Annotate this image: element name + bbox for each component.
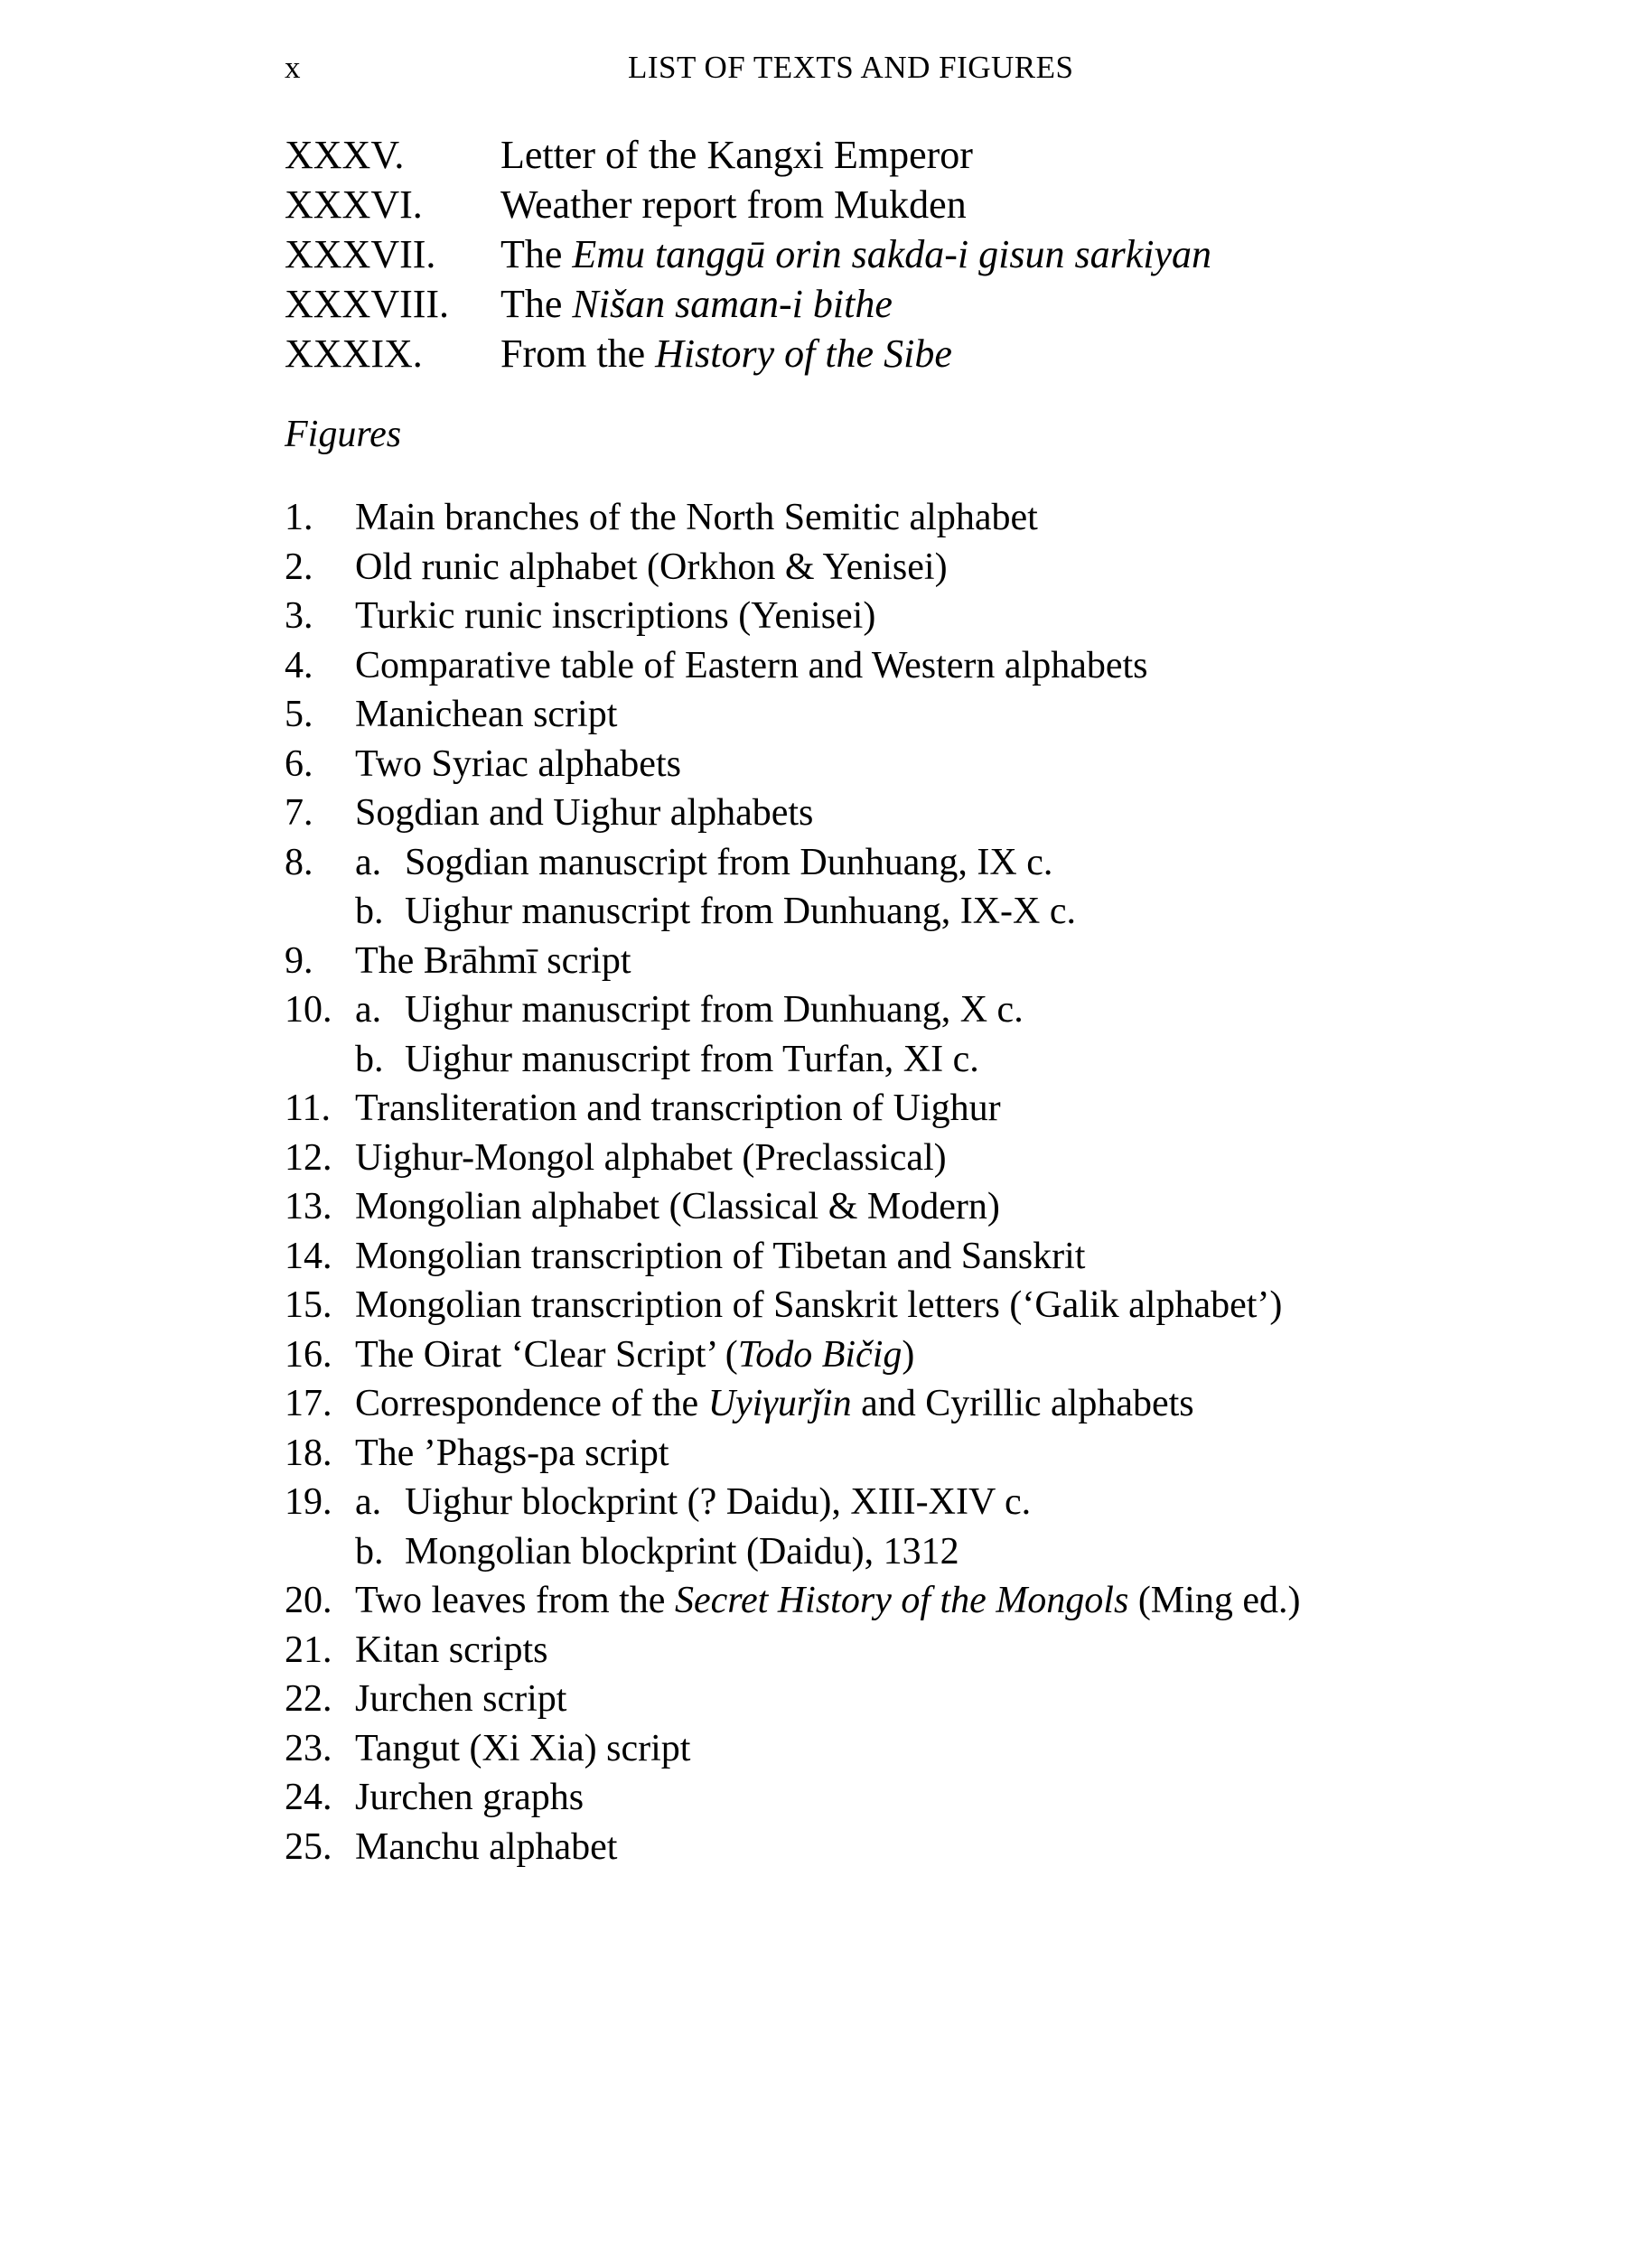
title-part: The (500, 232, 573, 276)
texts-list (285, 130, 1459, 378)
figure-entry (285, 985, 1504, 1035)
figure-entry (285, 690, 1504, 740)
title-part: Two Syriac alphabets (355, 742, 681, 785)
text-title (500, 229, 1211, 279)
figure-title (355, 493, 1038, 543)
title-part: From the (500, 331, 656, 376)
figure-number: 18. (285, 1432, 332, 1474)
title-italic-part: History of the Sibe (655, 331, 952, 376)
figure-entry (285, 887, 1504, 937)
title-part: Mongolian blockprint (Daidu), 1312 (405, 1530, 959, 1573)
page-number: x (285, 50, 301, 85)
figure-entry (285, 1773, 1504, 1823)
title-part: Transliteration and transcription of Uighur (355, 1087, 1001, 1129)
figure-number: 16. (285, 1333, 332, 1376)
figure-title (405, 838, 1052, 888)
title-part: Manchu alphabet (355, 1825, 618, 1868)
figure-number: 23. (285, 1727, 332, 1769)
figures-list (285, 493, 1504, 1871)
title-part: Jurchen script (355, 1678, 567, 1720)
title-part: Uighur-Mongol alphabet (Preclassical) (355, 1136, 947, 1179)
running-title: LIST OF TEXTS AND FIGURES (628, 50, 1074, 85)
figure-number: 8. (285, 841, 313, 883)
figure-number: 1. (285, 497, 313, 538)
title-part: and Cyrillic alphabets (851, 1383, 1194, 1424)
figure-entry (285, 543, 1504, 593)
figure-number: 17. (285, 1383, 332, 1424)
title-part: The ’Phags-pa script (355, 1432, 669, 1474)
title-part: ) (902, 1333, 915, 1376)
title-part: Tangut (Xi Xia) script (355, 1727, 691, 1769)
figure-entry (285, 1724, 1504, 1774)
figure-title (355, 1232, 1085, 1282)
figure-title (355, 1134, 947, 1183)
figure-entry (285, 1527, 1504, 1577)
title-part: Uighur manuscript from Dunhuang, X c. (405, 989, 1024, 1031)
figure-number: 22. (285, 1678, 332, 1720)
figure-title (355, 1429, 669, 1479)
title-part: Uighur manuscript from Dunhuang, IX-X c. (405, 891, 1076, 932)
figure-sub-letter: b. (355, 1530, 384, 1573)
figure-number: 20. (285, 1580, 332, 1621)
figure-entry (285, 1281, 1504, 1330)
figure-title (355, 1182, 1000, 1232)
figure-entry (285, 1035, 1504, 1085)
title-part: The Brāhmī script (355, 939, 631, 982)
figure-entry (285, 1675, 1504, 1724)
title-part: (Ming ed.) (1128, 1580, 1301, 1621)
figure-title (405, 1035, 979, 1085)
figure-title (355, 1724, 690, 1774)
figure-title (355, 1379, 1194, 1429)
title-part: Sogdian and Uighur alphabets (355, 792, 814, 834)
figure-number: 2. (285, 546, 313, 588)
figure-title (405, 985, 1024, 1035)
figure-sub-letter: a. (355, 989, 382, 1031)
figure-title (405, 887, 1076, 937)
figure-entry (285, 1134, 1504, 1183)
figure-title (355, 641, 1148, 691)
figure-entry (285, 1429, 1504, 1479)
figure-number: 12. (285, 1136, 332, 1179)
title-part: Uighur blockprint (? Daidu), XIII-XIV c. (405, 1481, 1032, 1523)
text-entry (285, 180, 1459, 229)
figure-entry (285, 493, 1504, 543)
title-part: Comparative table of Eastern and Western alphabets (355, 644, 1148, 686)
figure-entry (285, 1084, 1504, 1134)
figure-title (355, 1330, 914, 1380)
figure-title (405, 1478, 1031, 1527)
text-title (500, 130, 973, 180)
title-italic-part: Nišan saman-i bithe (572, 282, 893, 326)
figure-sub-letter: a. (355, 1481, 382, 1523)
title-part: Two leaves from the (355, 1580, 675, 1621)
figure-number: 25. (285, 1825, 332, 1868)
figure-title (355, 543, 948, 593)
title-part: The (500, 282, 573, 326)
figure-title (355, 937, 631, 986)
text-title (500, 180, 967, 229)
text-title (500, 279, 893, 329)
figure-sub-letter: a. (355, 841, 382, 883)
figure-entry (285, 1379, 1504, 1429)
figure-entry (285, 1823, 1504, 1872)
figure-title (355, 1084, 1001, 1134)
title-italic-part: Uyiγurǰin (707, 1383, 852, 1424)
figure-entry (285, 1576, 1504, 1626)
text-entry (285, 329, 1459, 378)
figure-entry (285, 1478, 1504, 1527)
title-italic-part: Secret History of the Mongols (674, 1580, 1129, 1621)
title-part: Mongolian transcription of Tibetan and Sanskrit (355, 1235, 1086, 1277)
figure-title (355, 789, 813, 838)
figure-sub-letter: b. (355, 891, 384, 932)
title-part: Mongolian transcription of Sanskrit letters (‘Galik alphabet’) (355, 1284, 1283, 1326)
figure-number: 14. (285, 1235, 332, 1277)
figure-number: 13. (285, 1186, 332, 1227)
figure-entry (285, 1330, 1504, 1380)
title-part: Kitan scripts (355, 1629, 548, 1671)
text-numeral: XXXVIII. (285, 282, 450, 326)
text-numeral: XXXIX. (285, 331, 423, 376)
figure-entry (285, 838, 1504, 888)
figure-number: 5. (285, 694, 313, 735)
text-entry (285, 229, 1459, 279)
title-italic-part: Emu tanggū orin sakda-i gisun sarkiyan (572, 232, 1212, 276)
title-part: Old runic alphabet (Orkhon & Yenisei) (355, 546, 948, 588)
title-part: Jurchen graphs (355, 1777, 585, 1818)
title-part: Manichean script (355, 694, 618, 735)
figure-entry (285, 937, 1504, 986)
title-part: Turkic runic inscriptions (Yenisei) (355, 595, 876, 637)
figure-entry (285, 1232, 1504, 1282)
title-part: Correspondence of the (355, 1383, 708, 1424)
figure-title (355, 1576, 1300, 1626)
figure-entry (285, 740, 1504, 789)
figure-number: 9. (285, 939, 313, 982)
text-numeral: XXXVII. (285, 232, 436, 276)
title-part: Sogdian manuscript from Dunhuang, IX c. (405, 841, 1053, 883)
title-part: Main branches of the North Semitic alphabet (355, 497, 1038, 538)
title-italic-part: Todo Bičig (737, 1333, 902, 1376)
figure-title (355, 592, 875, 641)
figure-entry (285, 592, 1504, 641)
figure-number: 15. (285, 1284, 332, 1326)
title-part: Weather report from Mukden (500, 182, 967, 227)
figure-number: 7. (285, 792, 313, 834)
title-part: Uighur manuscript from Turfan, XI c. (405, 1038, 979, 1080)
running-head (285, 45, 1369, 90)
figure-number: 11. (285, 1087, 331, 1129)
figure-title (355, 1281, 1282, 1330)
text-numeral: XXXVI. (285, 182, 423, 227)
figures-heading: Figures (285, 414, 402, 455)
figure-number: 21. (285, 1629, 332, 1671)
figure-number: 6. (285, 742, 313, 785)
title-part: Mongolian alphabet (Classical & Modern) (355, 1186, 1000, 1227)
figure-entry (285, 789, 1504, 838)
figure-title (355, 690, 617, 740)
text-entry (285, 279, 1459, 329)
figure-title (355, 1773, 584, 1823)
figure-title (405, 1527, 959, 1577)
figure-number: 3. (285, 595, 313, 637)
title-part: The Oirat ‘Clear Script’ ( (355, 1333, 738, 1376)
figure-title (355, 1823, 617, 1872)
figure-entry (285, 641, 1504, 691)
figure-number: 19. (285, 1481, 332, 1523)
title-part: Letter of the Kangxi Emperor (500, 133, 973, 177)
text-numeral: XXXV. (285, 133, 405, 177)
text-entry (285, 130, 1459, 180)
figure-title (355, 1675, 566, 1724)
figure-number: 10. (285, 989, 332, 1031)
figure-entry (285, 1626, 1504, 1675)
figure-number: 24. (285, 1777, 332, 1818)
figure-entry (285, 1182, 1504, 1232)
text-title (500, 329, 952, 378)
figure-sub-letter: b. (355, 1038, 384, 1080)
figure-number: 4. (285, 644, 313, 686)
figure-title (355, 1626, 547, 1675)
figure-title (355, 740, 681, 789)
